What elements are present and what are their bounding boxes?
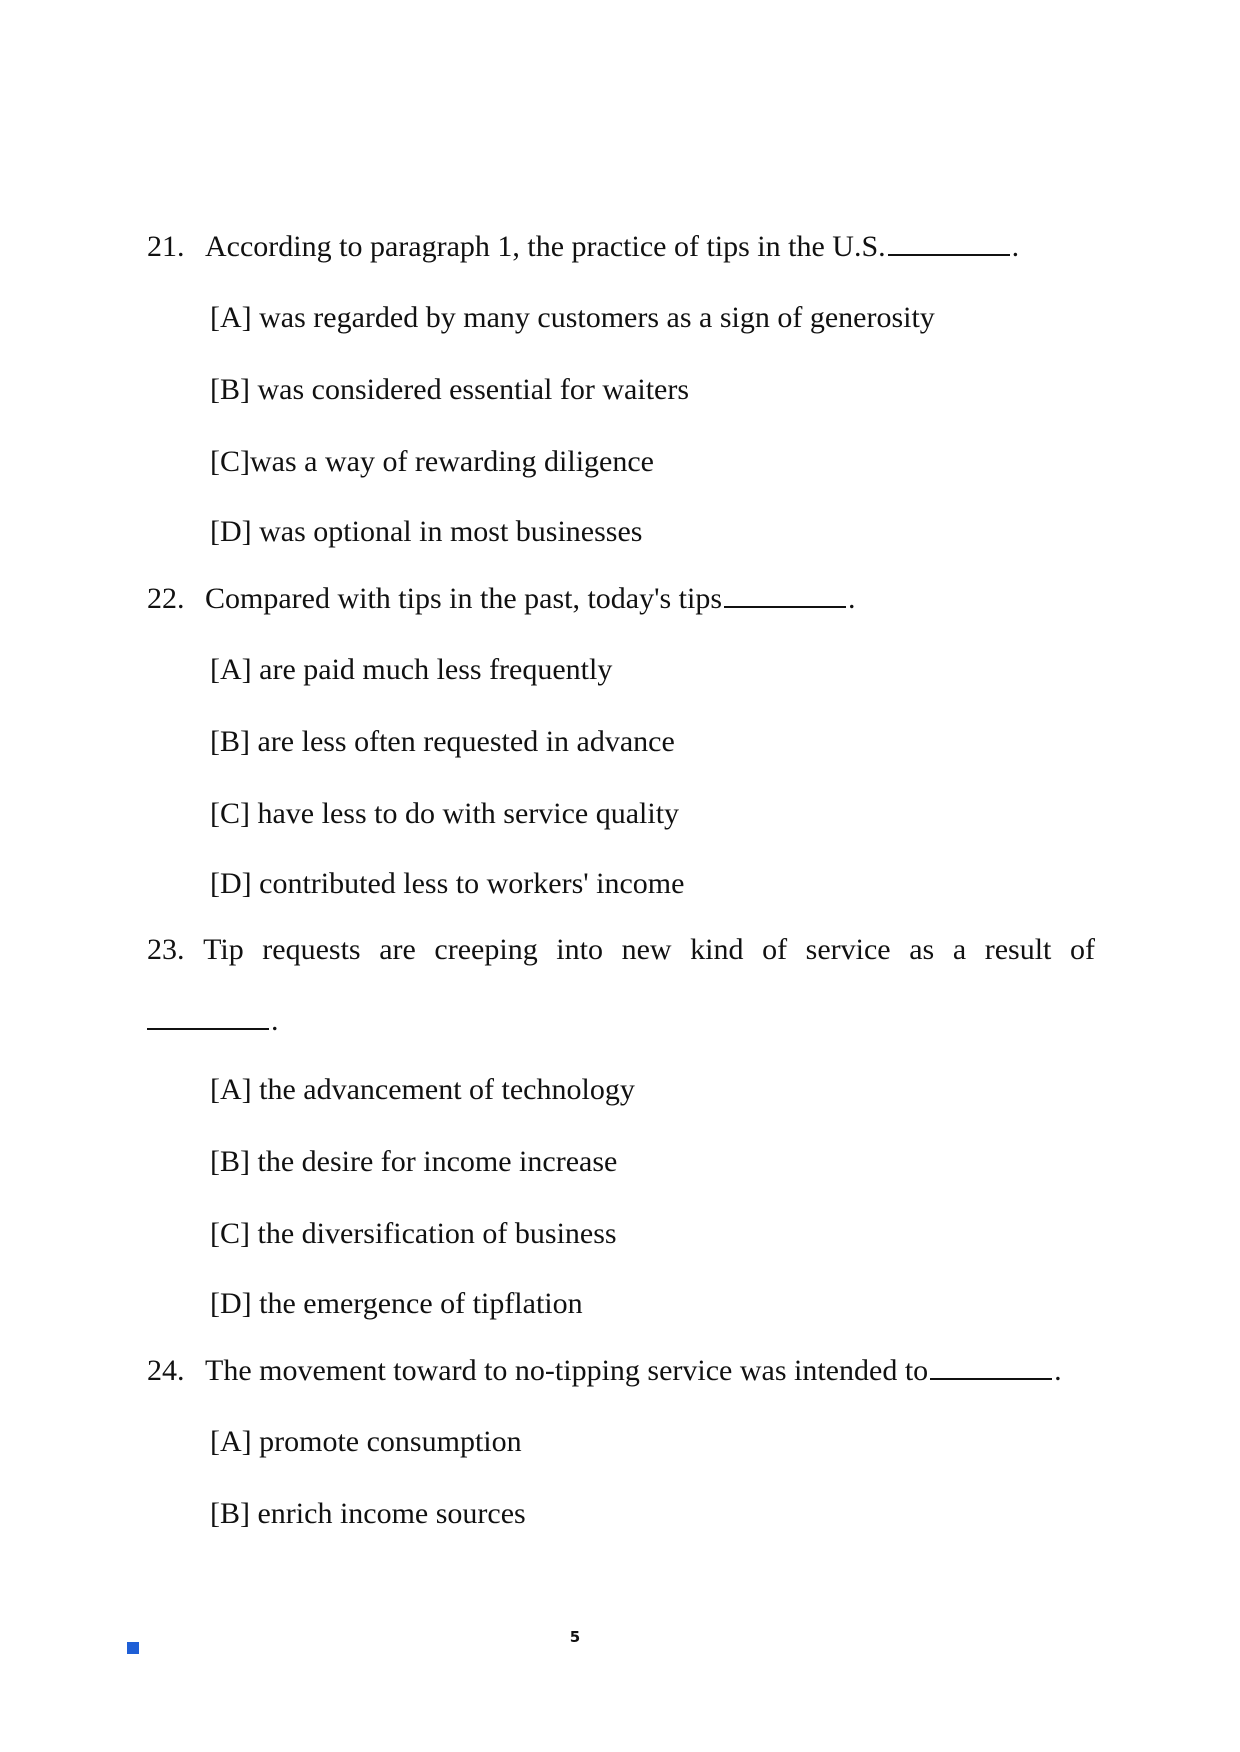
question-number: 22. bbox=[147, 582, 185, 615]
question-21-stem bbox=[147, 228, 1019, 265]
question-word: Tip bbox=[203, 933, 244, 966]
question-22-option-c: [C] have less to do with service quality bbox=[210, 797, 680, 830]
question-word: kind bbox=[690, 933, 744, 966]
question-22-stem bbox=[147, 580, 856, 617]
page-number: 5 bbox=[569, 1628, 581, 1646]
answer-blank bbox=[724, 580, 846, 608]
question-21-option-a: [A] was regarded by many customers as a sign of generosity bbox=[210, 301, 935, 334]
question-word: requests bbox=[262, 933, 361, 966]
question-23-stem bbox=[147, 932, 1095, 968]
question-word: a bbox=[952, 933, 967, 966]
question-word: new bbox=[621, 933, 672, 966]
question-text: Compared with tips in the past, today's tips bbox=[205, 582, 723, 615]
question-23-option-c: [C] the diversification of business bbox=[210, 1217, 617, 1250]
question-word: creeping bbox=[434, 933, 538, 966]
question-23-option-a: [A] the advancement of technology bbox=[210, 1073, 635, 1106]
question-end: . bbox=[1054, 1354, 1062, 1387]
question-23-option-d: [D] the emergence of tipflation bbox=[210, 1287, 583, 1320]
question-21-option-c: [C]was a way of rewarding diligence bbox=[210, 445, 654, 478]
answer-blank bbox=[930, 1352, 1052, 1380]
question-22-option-d: [D] contributed less to workers' income bbox=[210, 867, 685, 900]
question-word: of bbox=[762, 933, 788, 966]
question-number: 24. bbox=[147, 1354, 185, 1387]
question-22-option-a: [A] are paid much less frequently bbox=[210, 653, 613, 686]
question-24-option-b: [B] enrich income sources bbox=[210, 1497, 526, 1530]
question-word: of bbox=[1069, 933, 1095, 966]
answer-blank bbox=[888, 228, 1010, 256]
question-21-option-b: [B] was considered essential for waiters bbox=[210, 373, 690, 406]
question-text: According to paragraph 1, the practice of tips in the U.S. bbox=[205, 230, 886, 263]
question-number: 21. bbox=[147, 230, 185, 263]
question-text: The movement toward to no-tipping service was intended to bbox=[205, 1354, 929, 1387]
answer-blank bbox=[147, 1002, 269, 1030]
question-word: into bbox=[556, 933, 603, 966]
question-end: . bbox=[1011, 230, 1020, 263]
question-23-stem-continued bbox=[147, 1002, 279, 1039]
question-word: are bbox=[379, 933, 416, 966]
question-end: . bbox=[848, 582, 856, 615]
question-word: result bbox=[984, 933, 1052, 966]
question-24-stem bbox=[147, 1352, 1062, 1389]
question-number: 23. bbox=[147, 933, 185, 966]
question-end: . bbox=[271, 1004, 279, 1037]
corner-marker bbox=[127, 1642, 139, 1654]
question-word: service bbox=[805, 933, 891, 966]
question-23-option-b: [B] the desire for income increase bbox=[210, 1145, 618, 1178]
question-word: as bbox=[909, 933, 935, 966]
question-24-option-a: [A] promote consumption bbox=[210, 1425, 522, 1458]
question-22-option-b: [B] are less often requested in advance bbox=[210, 725, 675, 758]
question-21-option-d: [D] was optional in most businesses bbox=[210, 515, 643, 548]
